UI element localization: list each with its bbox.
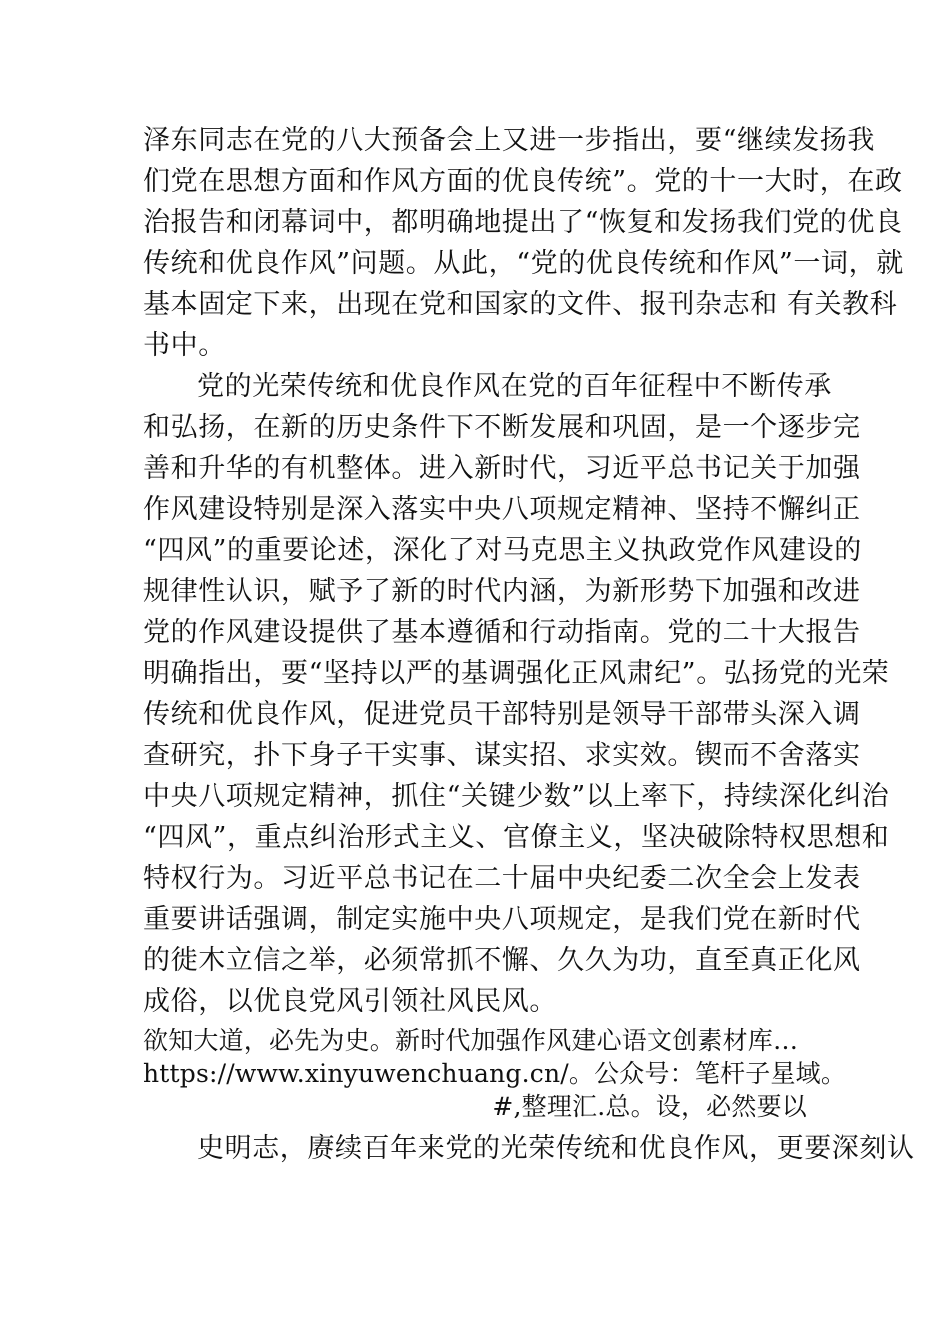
body-text-line: 的徙木立信之举，必须常抓不懈、久久为功，直至真正化风: [143, 945, 861, 976]
body-text-line: “四风”，重点纠治形式主义、官僚主义，坚决破除特权思想和: [143, 822, 890, 853]
source-note-line: 欲知大道，必先为史。新时代加强作风建心语文创素材库…: [143, 1026, 799, 1055]
body-text-line: 们党在思想方面和作风方面的优良传统”。党的十一大时，在政: [143, 166, 903, 197]
body-text-line: 传统和优良作风”问题。从此，“党的优良传统和作风”一词，就: [143, 248, 904, 279]
body-text-line: 和弘扬，在新的历史条件下不断发展和巩固，是一个逐步完: [143, 412, 861, 443]
body-text-line: 党的作风建设提供了基本遵循和行动指南。党的二十大报告: [143, 617, 861, 648]
body-text-line: 书中。: [143, 330, 226, 361]
body-text-line: 规律性认识，赋予了新的时代内涵，为新形势下加强和改进: [143, 576, 861, 607]
body-text-line: 查研究，扑下身子干实事、谋实招、求实效。锲而不舍落实: [143, 740, 861, 771]
body-text-line: “四风”的重要论述，深化了对马克思主义执政党作风建设的: [143, 535, 862, 566]
body-text-line: 善和升华的有机整体。进入新时代，习近平总书记关于加强: [143, 453, 861, 484]
body-text-line: 史明志，赓续百年来党的光荣传统和优良作风，更要深刻认: [197, 1133, 915, 1164]
body-text-line: 作风建设特别是深入落实中央八项规定精神、坚持不懈纠正: [143, 494, 861, 525]
body-text-line: 成俗，以优良党风引领社风民风。: [143, 986, 557, 1017]
source-note-line: #,整理汇.总。设，必然要以: [492, 1092, 807, 1121]
body-text-line: 中央八项规定精神，抓住“关键少数”以上率下，持续深化纠治: [143, 781, 890, 812]
body-text-line: 特权行为。习近平总书记在二十届中央纪委二次全会上发表: [143, 863, 861, 894]
body-text-line: 重要讲话强调，制定实施中央八项规定，是我们党在新时代: [143, 904, 861, 935]
body-text-line: 党的光荣传统和优良作风在党的百年征程中不断传承: [197, 371, 832, 402]
body-text-line: 泽东同志在党的八大预备会上又进一步指出，要“继续发扬我: [143, 125, 876, 156]
source-note-url-line: https://www.xinyuwenchuang.cn/。公众号：笔杆子星域。: [143, 1059, 847, 1088]
body-text-line: 明确指出，要“坚持以严的基调强化正风肃纪”。弘扬党的光荣: [143, 658, 890, 689]
body-text-line: 基本固定下来，出现在党和国家的文件、报刊杂志和 有关教科: [143, 289, 898, 320]
body-text-line: 传统和优良作风，促进党员干部特别是领导干部带头深入调: [143, 699, 861, 730]
body-text-line: 治报告和闭幕词中，都明确地提出了“恢复和发扬我们党的优良: [143, 207, 903, 238]
